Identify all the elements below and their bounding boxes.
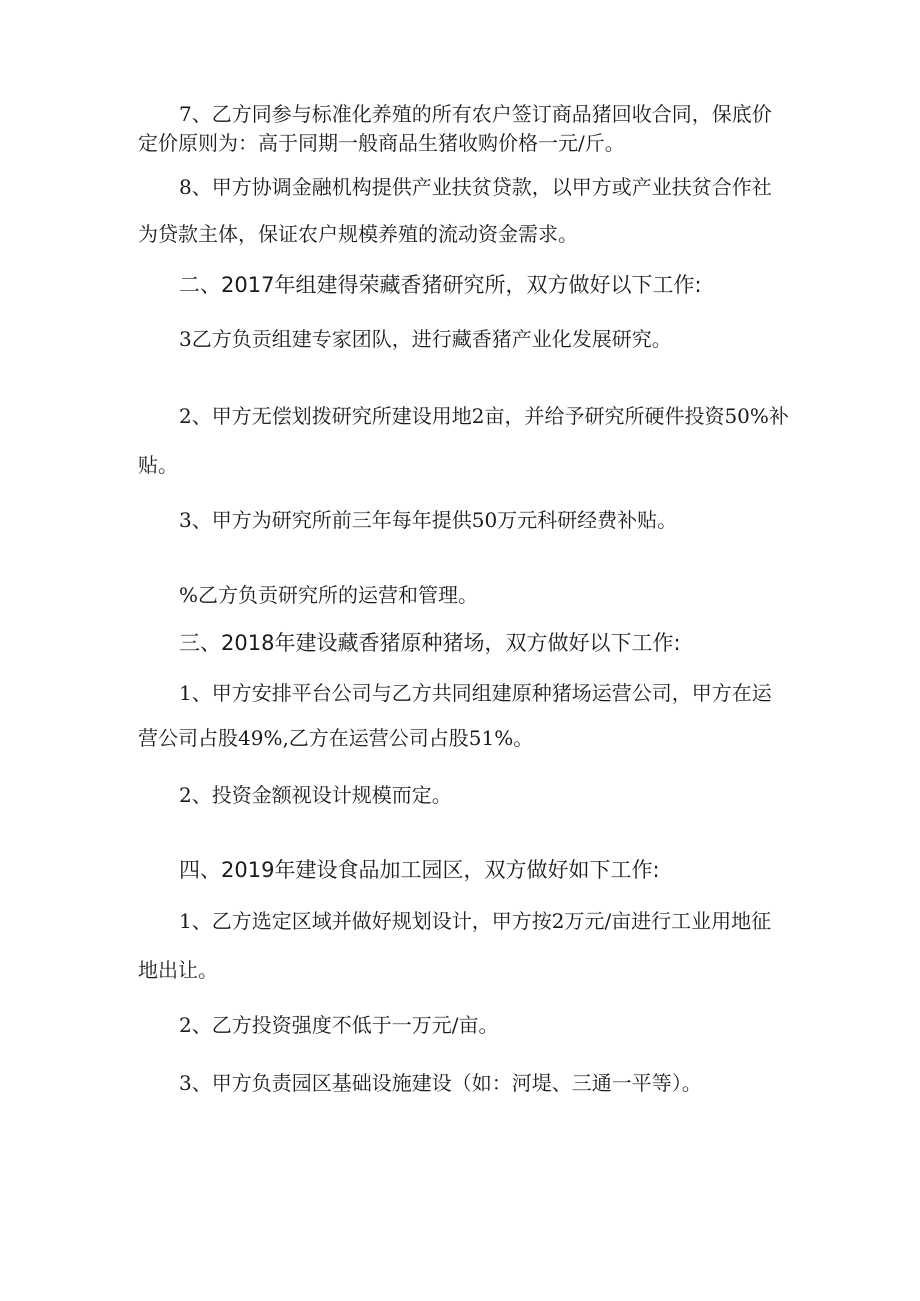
section-3-item-1-line-1: 1、甲方安排平台公司与乙方共同组建原种猪场运营公司，甲方在运: [179, 681, 772, 705]
section-4-heading: 四、2019年建设食品加工园区，双方做好如下工作:: [179, 858, 660, 882]
section-2-item-2-line-1: 2、甲方无偿划拨研究所建设用地2亩，并给予研究所硬件投资50%补: [179, 404, 789, 428]
section-4-item-3: 3、甲方负责园区基础设施建设（如：河堤、三通一平等）。: [179, 1071, 702, 1095]
section-3-heading: 三、2018年建设藏香猪原种猪场，双方做好以下工作:: [179, 631, 681, 655]
section-4-item-1-line-1: 1、乙方选定区域并做好规划设计，甲方按2万元/亩进行工业用地征: [179, 909, 772, 933]
section-2-item-2-line-2: 贴。: [138, 453, 178, 477]
clause-8-line-2: 为贷款主体，保证农户规模养殖的流动资金需求。: [138, 222, 578, 246]
section-2-item-4: %乙方负贡研究所的运营和管理。: [179, 583, 479, 607]
section-4-item-2: 2、乙方投资强度不低于一万元/亩。: [179, 1013, 499, 1037]
section-3-item-2: 2、投资金额视设计规模而定。: [179, 783, 452, 807]
section-2-item-3: 3乙方负贡组建专家团队，进行藏香猪产业化发展研究。: [179, 327, 672, 351]
clause-7-line-1: 7、乙方同参与标准化养殖的所有农户签订商品猪回收合同，保底价: [179, 102, 772, 126]
section-2-item-3b: 3、甲方为研究所前三年每年提供50万元科研经费补贴。: [179, 508, 678, 532]
section-4-item-1-line-2: 地出让。: [138, 958, 218, 982]
clause-7-line-2: 定价原则为：高于同期一般商品生猪收购价格一元/斤。: [138, 131, 625, 155]
clause-8-line-1: 8、甲方协调金融机构提供产业扶贫贷款，以甲方或产业扶贫合作社: [179, 175, 772, 199]
section-3-item-1-line-2: 营公司占股49%,乙方在运营公司占股51%。: [138, 726, 534, 750]
section-2-heading: 二、2017年组建得荣藏香猪研究所，双方做好以下工作:: [179, 273, 702, 297]
